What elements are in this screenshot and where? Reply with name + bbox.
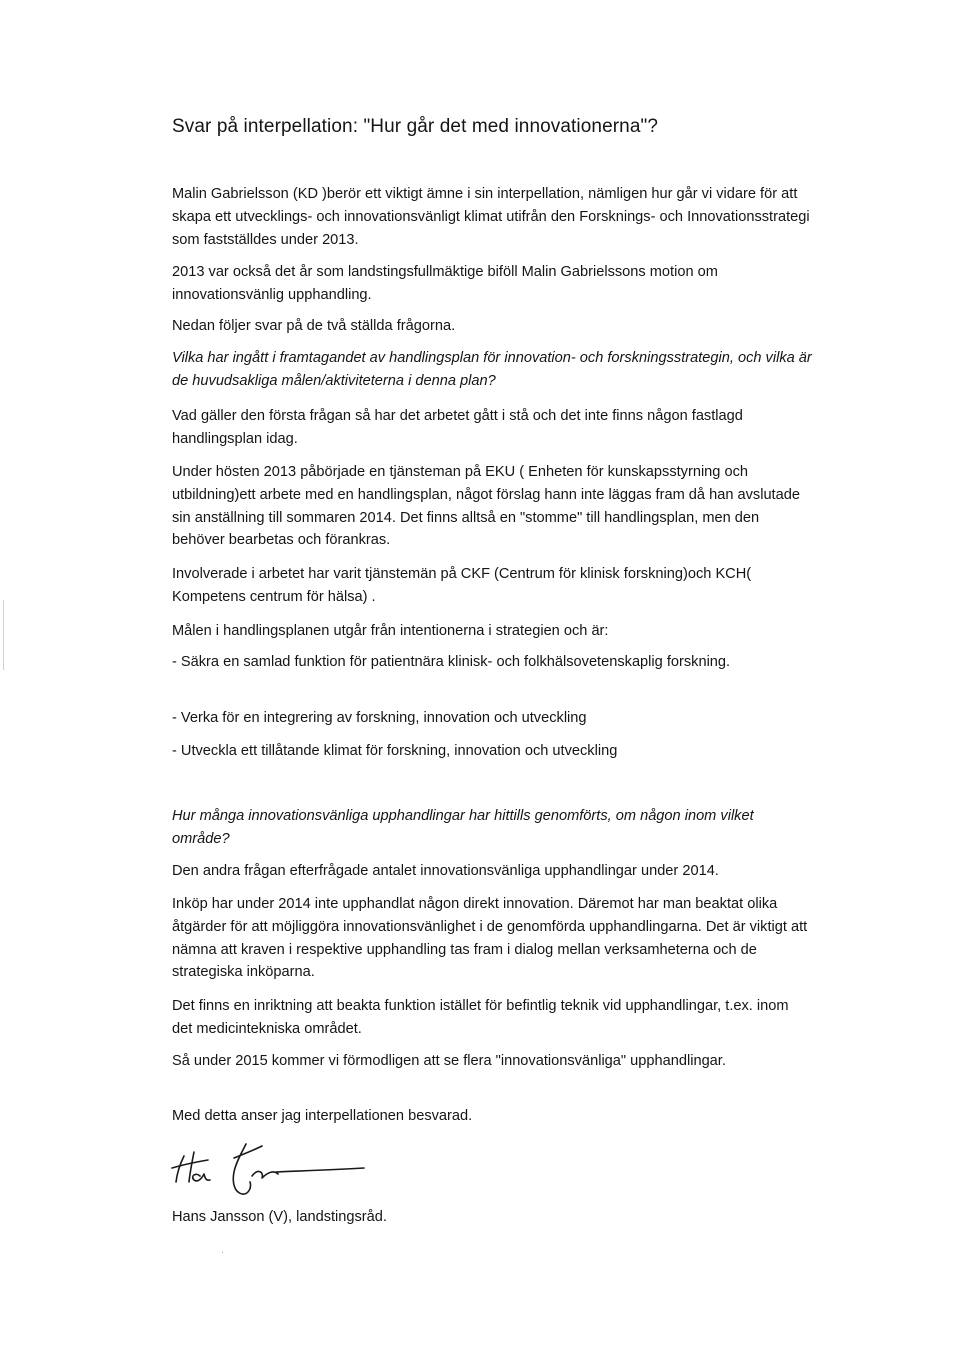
signer-name: Hans Jansson (V), landstingsråd. — [172, 1209, 387, 1225]
intro-paragraph: Malin Gabrielsson (KD )berör ett viktigt ämne i sin interpellation, nämligen hur går vi vidare för att skapa ett utvecklings- och innovationsvänligt klimat utifrån den Forsknings- och Innovationsstrategi som fastställdes under 2013. — [172, 186, 810, 248]
motion-paragraph: 2013 var också det år som landstingsfullmäktige biföll Malin Gabrielssons motion om innovationsvänlig upphandling. — [172, 264, 718, 303]
involved-paragraph: Involverade i arbetet har varit tjänstemän på CKF (Centrum för klinisk forskning)och KCH( Kompetens centrum för hälsa) . — [172, 566, 752, 605]
goal-item-2: - Verka för en integrering av forskning, innovation och utveckling — [172, 710, 587, 726]
handwritten-signature — [168, 1138, 378, 1198]
goal-item-1: - Säkra en samlad funktion för patientnära klinisk- och folkhälsovetenskaplig forskning. — [172, 654, 731, 670]
closing-paragraph: Med detta anser jag interpellationen besvarad. — [172, 1108, 473, 1124]
goal-item-3: - Utveckla ett tillåtande klimat för forskning, innovation och utveckling — [172, 743, 618, 759]
answer-two-paragraph: Den andra frågan efterfrågade antalet innovationsvänliga upphandlingar under 2014. — [172, 863, 719, 879]
scan-dot — [222, 1252, 223, 1253]
question-two: Hur många innovationsvänliga upphandlingar har hittills genomförts, om någon inom vilket område? — [172, 808, 754, 847]
document-title: Svar på interpellation: "Hur går det med innovationerna"? — [172, 116, 659, 137]
handlingsplan-paragraph: Under hösten 2013 påbörjade en tjänsteman på EKU ( Enheten för kunskapsstyrning och utbildning)ett arbete med en handlingsplan, något förslag hann inte läggas fram då han avslutade sin anställning till sommaren 2014. Det finns alltså en "stomme" till handlingsplan, men den behöver bearbetas och förankras. — [172, 464, 800, 549]
goals-intro-paragraph: Målen i handlingsplanen utgår från intentionerna i strategien och är: — [172, 623, 609, 639]
function-paragraph: Det finns en inriktning att beakta funktion istället för befintlig teknik vid upphandlingar, t.ex. inom det medicintekniska området. — [172, 998, 789, 1037]
question-one: Vilka har ingått i framtagandet av handlingsplan för innovation- och forskningsstrategin, och vilka är de huvudsakliga målen/aktiviteterna i denna plan? — [172, 350, 812, 389]
answer-one-paragraph: Vad gäller den första frågan så har det arbetet gått i stå och det inte finns någon fastlagd handlingsplan idag. — [172, 408, 743, 447]
scan-margin-mark — [3, 600, 4, 670]
outlook-paragraph: Så under 2015 kommer vi förmodligen att se flera "innovationsvänliga" upphandlingar. — [172, 1053, 726, 1069]
procurement-paragraph: Inköp har under 2014 inte upphandlat någon direkt innovation. Däremot har man beaktat olika åtgärder för att möjliggöra innovationsvänlighet i de genomförda upphandlingarna. Det är viktigt att nämna att kraven i respektive upphandling tas fram i dialog mellan verksamheterna och de strategiska inköparna. — [172, 896, 808, 981]
answers-intro-paragraph: Nedan följer svar på de två ställda frågorna. — [172, 318, 456, 334]
